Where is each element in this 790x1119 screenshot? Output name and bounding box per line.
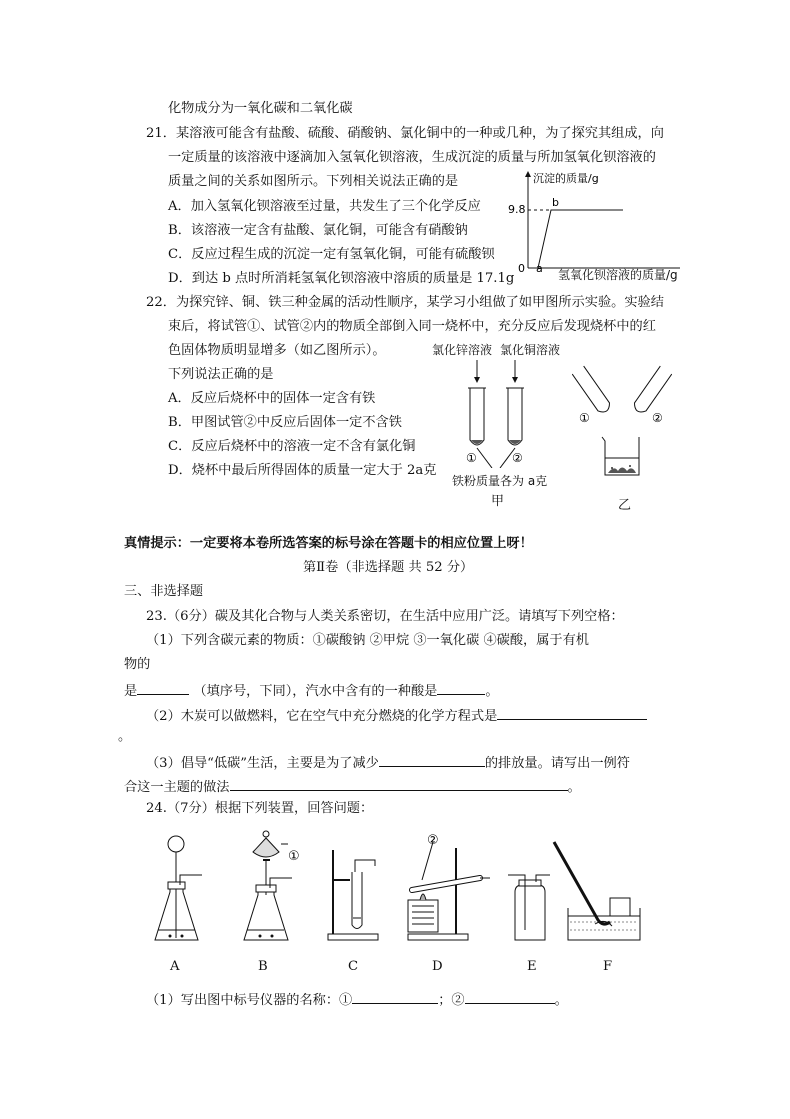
point-b-label: b [552,196,559,209]
q24-p1-text-b: ；② [438,993,465,1008]
tube-2-mark: ② [512,451,523,465]
yi-beaker-figure [572,365,672,490]
q23-p3-text-c: 合这一主题的做法 [124,780,230,795]
part-2-title: 第Ⅱ卷（非选择题 共 52 分） [303,560,474,575]
jia-test-tubes-figure [440,358,560,468]
q22-option-b: B．甲图试管②中反应后固体一定不含铁 [168,415,402,430]
answer-tip: 真情提示：一定要将本卷所选答案的标号涂在答题卡的相应位置上呀！ [124,536,533,551]
q23-part1-line2: 物的 [124,657,151,672]
y-tick-label: 9.8 [508,203,526,216]
q22-option-c: C．反应后烧杯中的溶液一定不含有氯化铜 [168,439,416,454]
apparatus-d [408,842,490,940]
instrument-1-blank[interactable] [352,989,438,1004]
q21-stem-1: 21．某溶液可能含有盐酸、硫酸、硝酸钠、氯化铜中的一种或几种，为了探究其组成，向 [146,126,664,141]
tube-1-mark: ① [466,451,477,465]
jia-figure-name: 甲 [491,494,505,509]
q21-option-b: B．该溶液一定含有盐酸、氯化铜，可能含有硝酸钠 [168,223,468,238]
apparatus-a [155,836,202,940]
q23-p3-text-b: 的排放量。请写出一例符 [484,756,630,771]
mark-2: ② [427,833,439,848]
label-c: C [348,959,359,974]
q23-part2-end: 。 [118,729,132,744]
yi-tube-1-mark: ① [579,411,590,425]
q21-option-c: C．反应过程生成的沉淀一定有氢氧化铜，可能有硫酸钡 [168,247,495,262]
tilted-tube-2 [632,366,672,415]
instrument-2-blank[interactable] [465,989,555,1004]
section-3-title: 三、非选择题 [124,584,204,599]
q23-stem: 23.（6分）碳及其化合物与人类关系密切，在生活中应用广泛。请填写下列空格： [146,609,624,624]
q24-apparatus-figure [150,830,650,955]
practice-answer-blank[interactable] [230,776,568,791]
label-b: B [258,959,268,974]
q22-option-a: A．反应后烧杯中的固体一定含有铁 [168,391,376,406]
acid-answer-blank[interactable] [437,680,485,695]
q22-stem-4: 下列说法正确的是 [168,367,274,382]
x-axis-label: 氢氧化钡溶液的质量/g [558,268,678,282]
q24-p1-text-a: （1）写出图中标号仪器的名称：① [146,993,353,1008]
q22-option-d: D．烧杯中最后所得固体的质量一定大于 2a克 [168,463,437,478]
label-e: E [527,959,537,974]
label-d: D [432,959,443,974]
q22-stem-3: 色固体物质明显增多（如乙图所示）。 [168,343,386,358]
q23-p3-text-a: （3）倡导“低碳”生活，主要是为了减少 [146,756,379,771]
q21-stem-2: 一定质量的该溶液中逐滴加入氢氧化钡溶液，生成沉淀的质量与所加氢氧化钡溶液的 [168,150,656,165]
test-tube-1 [470,388,484,445]
reduce-answer-blank[interactable] [379,752,485,767]
jia-solution-1-label: 氯化锌溶液 [432,343,493,357]
q23-part1-line3 [124,680,499,701]
apparatus-f [554,842,640,940]
q22-stem-1: 22．为探究锌、铜、铁三种金属的活动性顺序，某学习小组做了如甲图所示实验。实验结 [146,295,664,310]
q23-part1-line1: （1）下列含碳元素的物质：①碳酸钠 ②甲烷 ③一氧化碳 ④碳酸，属于有机 [146,633,589,648]
q23-part2-line [146,705,647,726]
apparatus-b [244,831,292,940]
point-a-label: a [536,262,543,275]
apparatus-c [328,850,378,940]
q21-option-a: A．加入氢氧化钡溶液至过量，共发生了三个化学反应 [168,199,481,214]
q23-p2-text: （2）木炭可以做燃料，它在空气中充分燃烧的化学方程式是 [146,709,498,724]
jia-solution-2-label: 氯化铜溶液 [500,343,561,357]
q24-p1-text-c: 。 [554,993,568,1008]
test-tube-2 [508,388,522,445]
mark-1: ① [288,849,300,864]
yi-figure-name: 乙 [618,498,632,513]
equation-answer-blank[interactable] [497,705,647,720]
q22-stem-2: 束后，将试管①、试管②内的物质全部倒入同一烧杯中，充分反应后发现烧杯中的红 [168,319,656,334]
jia-caption: 铁粉质量各为 a克 [452,474,548,488]
q23-p1-text-a: 是 [124,684,138,699]
continued-line: 化物成分为一氧化碳和二氧化碳 [168,101,353,116]
q24-stem: 24.（7分）根据下列装置，回答问题： [146,801,374,816]
q21-option-d: D．到达 b 点时所消耗氢氧化钡溶液中溶质的质量是 17.1g [168,271,515,286]
label-a: A [170,959,180,974]
apparatus-e [508,875,550,940]
organic-answer-blank[interactable] [137,680,189,695]
origin-label: 0 [518,262,525,275]
q24-part1-line [146,989,568,1010]
q23-p1-text-c: 。 [485,684,499,699]
yi-tube-2-mark: ② [652,411,663,425]
q23-p3-text-d: 。 [567,780,581,795]
q23-part3-line2 [124,776,581,797]
data-line [528,210,623,268]
tilted-tube-1 [572,366,612,415]
q23-p1-text-b: （填序号，下同），汽水中含有的一种酸是 [193,684,438,699]
q21-stem-3: 质量之间的关系如图所示。下列相关说法正确的是 [168,174,459,189]
y-axis-label: 沉淀的质量/g [533,172,599,185]
q23-part3-line1 [146,752,630,773]
label-f: F [603,959,613,974]
